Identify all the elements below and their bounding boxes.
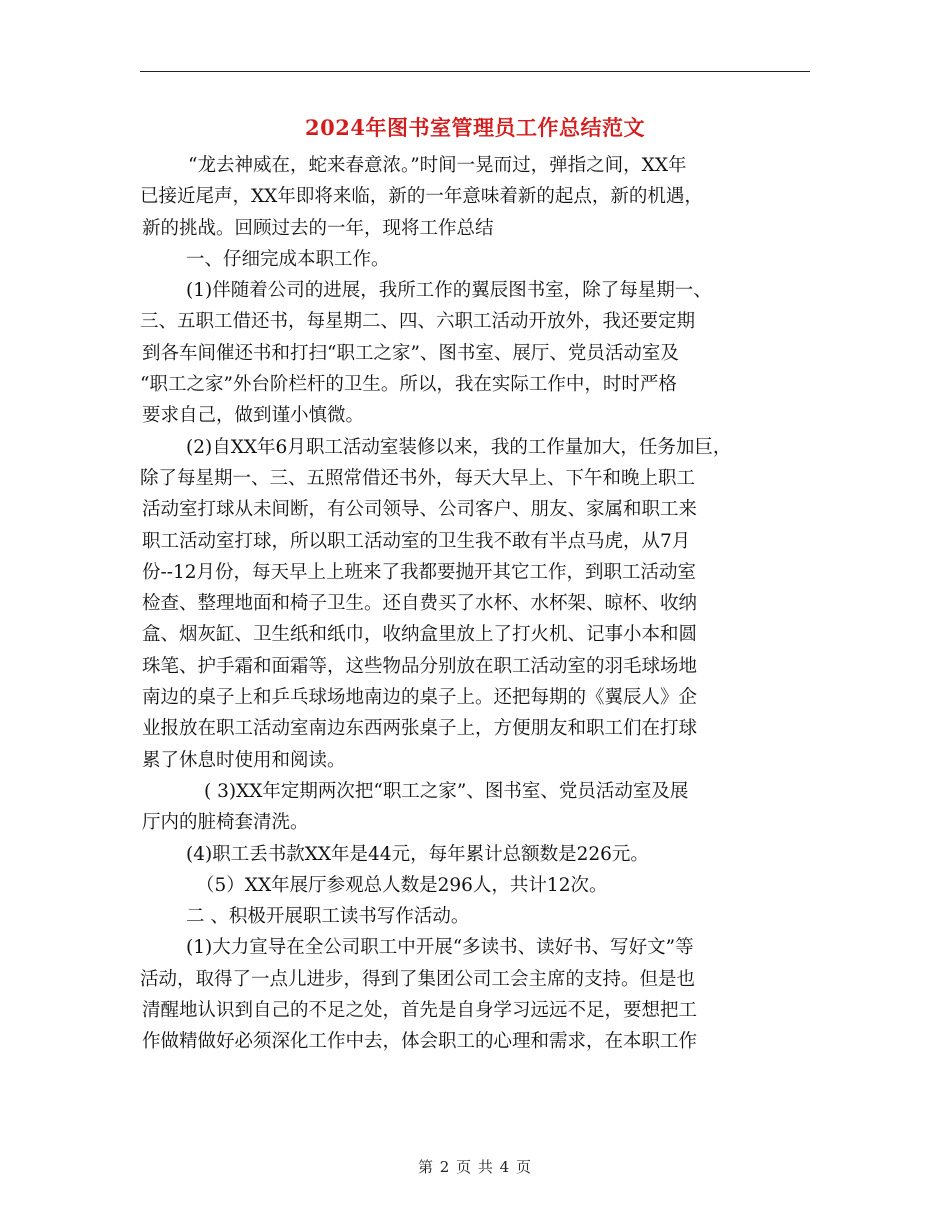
body-line: (4)职工丢书款XX年是44元，每年累计总额数是226元。	[186, 843, 649, 865]
body-line: 盒、烟灰缸、卫生纸和纸巾，收纳盒里放上了打火机、记事小本和圆	[142, 624, 698, 646]
body-line: 职工活动室打球，所以职工活动室的卫生我不敢有半点马虎，从7月	[142, 530, 691, 552]
body-line: ( 3)XX年定期两次把“职工之家”、图书室、党员活动室及展	[204, 780, 689, 802]
body-line: 除了每星期一、三、五照常借还书外，每天大早上、下午和晚上职工	[140, 467, 696, 489]
body-line: 到各车间催还书和打扫“职工之家”、图书室、展厅、党员活动室及	[142, 342, 679, 364]
body-line: (2)自XX年6月职工活动室装修以来，我的工作量加大，任务加巨，	[186, 436, 732, 458]
body-line: （5）XX年展厅参观总人数是296人，共计12次。	[196, 874, 608, 896]
body-line: 要求自己，做到谨小慎微。	[142, 405, 365, 427]
body-line: 新的挑战。回顾过去的一年，现将工作总结	[142, 217, 494, 239]
body-line: “龙去神威在，蛇来春意浓。”时间一晃而过，弹指之间，XX年	[188, 155, 687, 176]
header-rule	[140, 71, 810, 72]
body-line: 珠笔、护手霜和面霜等，这些物品分别放在职工活动室的羽毛球场地	[142, 655, 698, 677]
body-line: (1)伴随着公司的进展，我所工作的翼辰图书室，除了每星期一、	[186, 280, 712, 302]
document-title: 2024年图书室管理员工作总结范文	[305, 115, 645, 140]
body-line: “职工之家”外台阶栏杆的卫生。所以，我在实际工作中，时时严格	[140, 374, 677, 396]
body-line: 作做精做好必须深化工作中去，体会职工的心理和需求，在本职工作	[142, 1031, 698, 1053]
body-line: 活动，取得了一点儿进步，得到了集团公司工会主席的支持。但是也	[140, 968, 696, 990]
body-line: 三、五职工借还书，每星期二、四、六职工活动开放外，我还要定期	[140, 311, 696, 333]
body-line: 清醒地认识到自己的不足之处，首先是自身学习远远不足，要想把工	[142, 1000, 698, 1022]
body-line: 累了休息时使用和阅读。	[142, 749, 346, 771]
document-body	[140, 150, 820, 1058]
body-line: 检查、整理地面和椅子卫生。还自费买了水杯、水杯架、晾杯、收纳	[142, 593, 698, 615]
body-line: 南边的桌子上和乒乓球场地南边的桌子上。还把每期的《翼辰人》企	[142, 687, 698, 709]
body-line: 业报放在职工活动室南边东西两张桌子上，方便朋友和职工们在打球	[142, 718, 698, 740]
body-line: 份--12月份，每天早上上班来了我都要抛开其它工作，到职工活动室	[142, 561, 697, 583]
body-line: 厅内的脏椅套清洗。	[142, 812, 309, 834]
page-footer: 第 2 页 共 4 页	[418, 1158, 532, 1176]
body-line: 一、仔细完成本职工作。	[186, 248, 390, 270]
body-line: 活动室打球从未间断，有公司领导、公司客户、朋友、家属和职工来	[142, 499, 698, 521]
body-line: 二 、积极开展职工读书写作活动。	[186, 906, 470, 928]
body-line: 已接近尾声，XX年即将来临，新的一年意味着新的起点，新的机遇，	[140, 186, 703, 208]
body-line: (1)大力宣导在全公司职工中开展“多读书、读好书、写好文”等	[186, 937, 694, 959]
